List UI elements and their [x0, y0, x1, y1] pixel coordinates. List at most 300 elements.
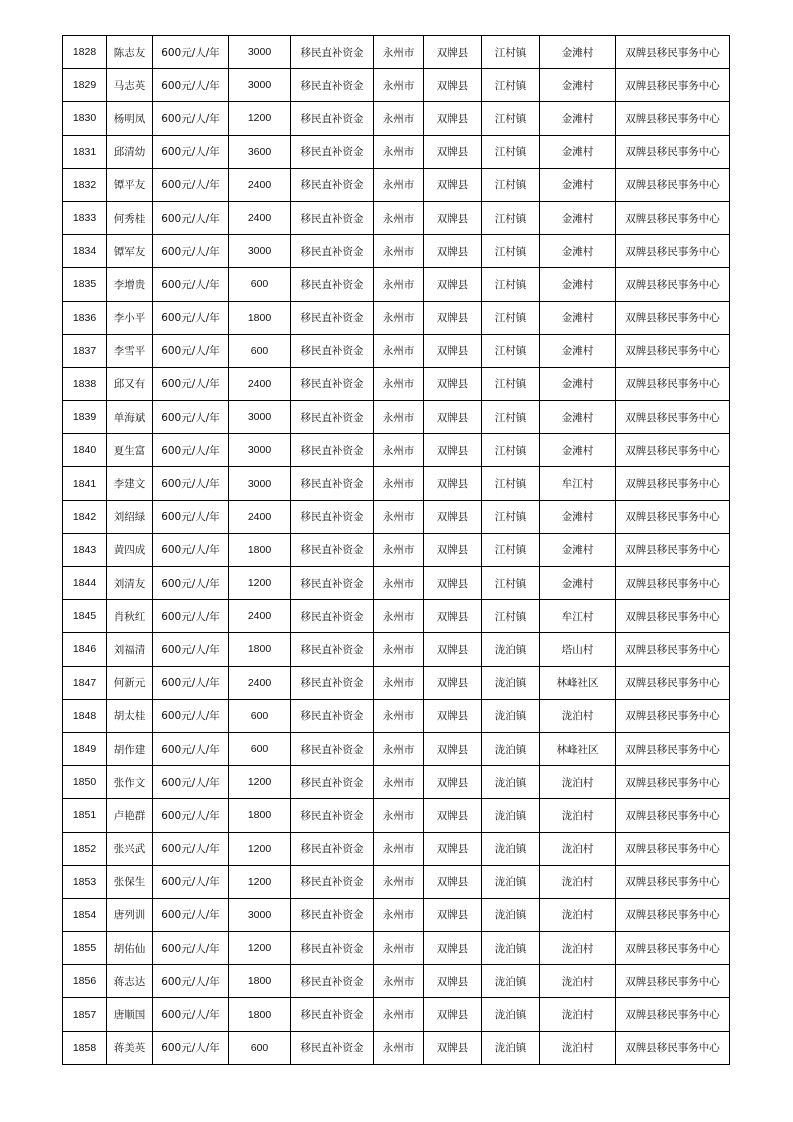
cell-row-number: 1841	[63, 467, 107, 500]
cell-standard: 600元/人/年	[153, 799, 229, 832]
cell-standard: 600元/人/年	[153, 500, 229, 533]
cell-fund-type: 移民直补资金	[291, 401, 374, 434]
cell-amount: 3000	[229, 401, 291, 434]
cell-agency: 双牌县移民事务中心	[616, 334, 730, 367]
cell-fund-type: 移民直补资金	[291, 898, 374, 931]
cell-town: 江村镇	[482, 201, 540, 234]
cell-town: 江村镇	[482, 467, 540, 500]
cell-city: 永州市	[374, 600, 424, 633]
cell-county: 双牌县	[424, 699, 482, 732]
cell-village: 金滩村	[540, 500, 616, 533]
cell-amount: 3600	[229, 135, 291, 168]
cell-city: 永州市	[374, 799, 424, 832]
cell-fund-type: 移民直补资金	[291, 633, 374, 666]
cell-county: 双牌县	[424, 500, 482, 533]
cell-amount: 1800	[229, 965, 291, 998]
cell-amount: 3000	[229, 434, 291, 467]
cell-name: 张作文	[107, 766, 153, 799]
cell-city: 永州市	[374, 699, 424, 732]
cell-city: 永州市	[374, 467, 424, 500]
cell-name: 陈志友	[107, 36, 153, 69]
cell-standard: 600元/人/年	[153, 865, 229, 898]
cell-amount: 600	[229, 732, 291, 765]
cell-row-number: 1850	[63, 766, 107, 799]
cell-name: 胡佑仙	[107, 932, 153, 965]
cell-fund-type: 移民直补资金	[291, 699, 374, 732]
cell-amount: 2400	[229, 168, 291, 201]
cell-standard: 600元/人/年	[153, 766, 229, 799]
table-row	[63, 699, 730, 732]
cell-county: 双牌县	[424, 666, 482, 699]
cell-county: 双牌县	[424, 102, 482, 135]
cell-amount: 600	[229, 1031, 291, 1064]
table-row	[63, 102, 730, 135]
cell-town: 江村镇	[482, 600, 540, 633]
cell-standard: 600元/人/年	[153, 69, 229, 102]
cell-village: 金滩村	[540, 69, 616, 102]
cell-fund-type: 移民直补资金	[291, 533, 374, 566]
cell-standard: 600元/人/年	[153, 434, 229, 467]
cell-village: 金滩村	[540, 36, 616, 69]
cell-town: 泷泊镇	[482, 1031, 540, 1064]
cell-town: 江村镇	[482, 367, 540, 400]
cell-fund-type: 移民直补资金	[291, 766, 374, 799]
cell-city: 永州市	[374, 36, 424, 69]
cell-city: 永州市	[374, 102, 424, 135]
cell-fund-type: 移民直补资金	[291, 467, 374, 500]
cell-agency: 双牌县移民事务中心	[616, 766, 730, 799]
cell-standard: 600元/人/年	[153, 1031, 229, 1064]
cell-fund-type: 移民直补资金	[291, 567, 374, 600]
cell-fund-type: 移民直补资金	[291, 434, 374, 467]
cell-county: 双牌县	[424, 998, 482, 1031]
cell-name: 刘福清	[107, 633, 153, 666]
table-row	[63, 965, 730, 998]
cell-county: 双牌县	[424, 799, 482, 832]
cell-agency: 双牌县移民事务中心	[616, 799, 730, 832]
cell-town: 江村镇	[482, 434, 540, 467]
cell-standard: 600元/人/年	[153, 932, 229, 965]
cell-village: 金滩村	[540, 268, 616, 301]
cell-standard: 600元/人/年	[153, 666, 229, 699]
cell-village: 泷泊村	[540, 898, 616, 931]
cell-agency: 双牌县移民事务中心	[616, 36, 730, 69]
cell-county: 双牌县	[424, 367, 482, 400]
cell-row-number: 1838	[63, 367, 107, 400]
cell-town: 泷泊镇	[482, 699, 540, 732]
cell-county: 双牌县	[424, 932, 482, 965]
cell-name: 夏生富	[107, 434, 153, 467]
cell-name: 蒋志达	[107, 965, 153, 998]
cell-agency: 双牌县移民事务中心	[616, 932, 730, 965]
cell-village: 金滩村	[540, 434, 616, 467]
cell-county: 双牌县	[424, 401, 482, 434]
cell-standard: 600元/人/年	[153, 832, 229, 865]
cell-fund-type: 移民直补资金	[291, 732, 374, 765]
cell-county: 双牌县	[424, 235, 482, 268]
cell-amount: 1200	[229, 766, 291, 799]
cell-city: 永州市	[374, 401, 424, 434]
cell-city: 永州市	[374, 732, 424, 765]
table-row	[63, 799, 730, 832]
cell-standard: 600元/人/年	[153, 201, 229, 234]
cell-row-number: 1851	[63, 799, 107, 832]
cell-county: 双牌县	[424, 898, 482, 931]
cell-town: 江村镇	[482, 533, 540, 566]
cell-town: 江村镇	[482, 500, 540, 533]
cell-agency: 双牌县移民事务中心	[616, 965, 730, 998]
cell-amount: 2400	[229, 367, 291, 400]
cell-name: 何秀桂	[107, 201, 153, 234]
cell-town: 江村镇	[482, 301, 540, 334]
cell-name: 黄四成	[107, 533, 153, 566]
cell-amount: 1800	[229, 533, 291, 566]
table-row	[63, 69, 730, 102]
cell-village: 泷泊村	[540, 799, 616, 832]
cell-town: 泷泊镇	[482, 732, 540, 765]
cell-city: 永州市	[374, 367, 424, 400]
cell-county: 双牌县	[424, 36, 482, 69]
cell-city: 永州市	[374, 932, 424, 965]
cell-agency: 双牌县移民事务中心	[616, 401, 730, 434]
cell-standard: 600元/人/年	[153, 600, 229, 633]
cell-agency: 双牌县移民事务中心	[616, 268, 730, 301]
cell-row-number: 1831	[63, 135, 107, 168]
cell-amount: 1800	[229, 301, 291, 334]
table-row	[63, 832, 730, 865]
table-row	[63, 865, 730, 898]
cell-name: 胡太桂	[107, 699, 153, 732]
cell-city: 永州市	[374, 135, 424, 168]
cell-amount: 600	[229, 268, 291, 301]
cell-row-number: 1829	[63, 69, 107, 102]
cell-agency: 双牌县移民事务中心	[616, 832, 730, 865]
cell-agency: 双牌县移民事务中心	[616, 467, 730, 500]
cell-city: 永州市	[374, 268, 424, 301]
cell-standard: 600元/人/年	[153, 36, 229, 69]
cell-town: 泷泊镇	[482, 898, 540, 931]
cell-agency: 双牌县移民事务中心	[616, 434, 730, 467]
cell-name: 唐列训	[107, 898, 153, 931]
cell-standard: 600元/人/年	[153, 633, 229, 666]
cell-village: 牟江村	[540, 600, 616, 633]
cell-town: 泷泊镇	[482, 965, 540, 998]
cell-row-number: 1830	[63, 102, 107, 135]
cell-village: 泷泊村	[540, 699, 616, 732]
cell-standard: 600元/人/年	[153, 334, 229, 367]
cell-town: 江村镇	[482, 102, 540, 135]
cell-village: 泷泊村	[540, 832, 616, 865]
cell-village: 金滩村	[540, 567, 616, 600]
cell-town: 泷泊镇	[482, 799, 540, 832]
cell-row-number: 1853	[63, 865, 107, 898]
cell-city: 永州市	[374, 301, 424, 334]
cell-name: 邱清幼	[107, 135, 153, 168]
cell-row-number: 1837	[63, 334, 107, 367]
cell-row-number: 1832	[63, 168, 107, 201]
cell-county: 双牌县	[424, 832, 482, 865]
cell-amount: 2400	[229, 600, 291, 633]
cell-agency: 双牌县移民事务中心	[616, 235, 730, 268]
cell-fund-type: 移民直补资金	[291, 932, 374, 965]
cell-standard: 600元/人/年	[153, 301, 229, 334]
cell-fund-type: 移民直补资金	[291, 235, 374, 268]
cell-town: 泷泊镇	[482, 766, 540, 799]
cell-agency: 双牌县移民事务中心	[616, 135, 730, 168]
cell-fund-type: 移民直补资金	[291, 367, 374, 400]
cell-row-number: 1847	[63, 666, 107, 699]
cell-village: 金滩村	[540, 367, 616, 400]
cell-county: 双牌县	[424, 334, 482, 367]
payment-table	[62, 35, 730, 1065]
table-row	[63, 998, 730, 1031]
cell-row-number: 1835	[63, 268, 107, 301]
cell-village: 金滩村	[540, 201, 616, 234]
cell-village: 金滩村	[540, 102, 616, 135]
cell-city: 永州市	[374, 633, 424, 666]
cell-row-number: 1854	[63, 898, 107, 931]
table-row	[63, 36, 730, 69]
cell-standard: 600元/人/年	[153, 533, 229, 566]
cell-town: 泷泊镇	[482, 832, 540, 865]
cell-city: 永州市	[374, 965, 424, 998]
cell-amount: 3000	[229, 69, 291, 102]
cell-county: 双牌县	[424, 434, 482, 467]
cell-standard: 600元/人/年	[153, 135, 229, 168]
cell-village: 金滩村	[540, 301, 616, 334]
cell-fund-type: 移民直补资金	[291, 69, 374, 102]
cell-town: 泷泊镇	[482, 998, 540, 1031]
cell-village: 泷泊村	[540, 766, 616, 799]
cell-standard: 600元/人/年	[153, 102, 229, 135]
cell-fund-type: 移民直补资金	[291, 666, 374, 699]
cell-city: 永州市	[374, 434, 424, 467]
cell-village: 金滩村	[540, 334, 616, 367]
cell-row-number: 1833	[63, 201, 107, 234]
cell-city: 永州市	[374, 168, 424, 201]
cell-row-number: 1846	[63, 633, 107, 666]
cell-standard: 600元/人/年	[153, 401, 229, 434]
cell-county: 双牌县	[424, 533, 482, 566]
cell-fund-type: 移民直补资金	[291, 832, 374, 865]
cell-amount: 2400	[229, 666, 291, 699]
cell-county: 双牌县	[424, 201, 482, 234]
table-row	[63, 135, 730, 168]
cell-fund-type: 移民直补资金	[291, 965, 374, 998]
cell-county: 双牌县	[424, 732, 482, 765]
cell-agency: 双牌县移民事务中心	[616, 699, 730, 732]
cell-name: 张保生	[107, 865, 153, 898]
cell-standard: 600元/人/年	[153, 367, 229, 400]
cell-county: 双牌县	[424, 766, 482, 799]
cell-amount: 2400	[229, 201, 291, 234]
table-row	[63, 600, 730, 633]
cell-amount: 1200	[229, 932, 291, 965]
cell-county: 双牌县	[424, 965, 482, 998]
cell-name: 李小平	[107, 301, 153, 334]
cell-agency: 双牌县移民事务中心	[616, 898, 730, 931]
table-row	[63, 434, 730, 467]
cell-agency: 双牌县移民事务中心	[616, 600, 730, 633]
cell-city: 永州市	[374, 567, 424, 600]
cell-row-number: 1848	[63, 699, 107, 732]
cell-village: 塔山村	[540, 633, 616, 666]
cell-town: 江村镇	[482, 168, 540, 201]
cell-amount: 3000	[229, 36, 291, 69]
cell-fund-type: 移民直补资金	[291, 334, 374, 367]
cell-city: 永州市	[374, 766, 424, 799]
table-row	[63, 401, 730, 434]
cell-agency: 双牌县移民事务中心	[616, 633, 730, 666]
cell-county: 双牌县	[424, 301, 482, 334]
cell-row-number: 1840	[63, 434, 107, 467]
cell-town: 江村镇	[482, 567, 540, 600]
cell-agency: 双牌县移民事务中心	[616, 69, 730, 102]
cell-fund-type: 移民直补资金	[291, 135, 374, 168]
cell-row-number: 1849	[63, 732, 107, 765]
cell-row-number: 1857	[63, 998, 107, 1031]
cell-town: 江村镇	[482, 135, 540, 168]
table-row	[63, 367, 730, 400]
cell-fund-type: 移民直补资金	[291, 268, 374, 301]
cell-row-number: 1856	[63, 965, 107, 998]
cell-town: 江村镇	[482, 334, 540, 367]
table-row	[63, 201, 730, 234]
cell-fund-type: 移民直补资金	[291, 301, 374, 334]
table-row	[63, 766, 730, 799]
cell-name: 张兴武	[107, 832, 153, 865]
cell-standard: 600元/人/年	[153, 998, 229, 1031]
cell-name: 胡作建	[107, 732, 153, 765]
cell-standard: 600元/人/年	[153, 567, 229, 600]
cell-town: 江村镇	[482, 401, 540, 434]
cell-county: 双牌县	[424, 865, 482, 898]
cell-city: 永州市	[374, 898, 424, 931]
table-row	[63, 235, 730, 268]
cell-standard: 600元/人/年	[153, 168, 229, 201]
cell-name: 镡军友	[107, 235, 153, 268]
cell-city: 永州市	[374, 1031, 424, 1064]
cell-village: 泷泊村	[540, 932, 616, 965]
cell-city: 永州市	[374, 533, 424, 566]
cell-standard: 600元/人/年	[153, 268, 229, 301]
table-row	[63, 633, 730, 666]
cell-city: 永州市	[374, 666, 424, 699]
cell-fund-type: 移民直补资金	[291, 998, 374, 1031]
cell-county: 双牌县	[424, 69, 482, 102]
cell-town: 泷泊镇	[482, 865, 540, 898]
cell-agency: 双牌县移民事务中心	[616, 168, 730, 201]
cell-village: 林峰社区	[540, 666, 616, 699]
cell-county: 双牌县	[424, 600, 482, 633]
cell-agency: 双牌县移民事务中心	[616, 367, 730, 400]
cell-city: 永州市	[374, 998, 424, 1031]
cell-row-number: 1843	[63, 533, 107, 566]
cell-village: 林峰社区	[540, 732, 616, 765]
cell-city: 永州市	[374, 235, 424, 268]
cell-agency: 双牌县移民事务中心	[616, 301, 730, 334]
cell-amount: 3000	[229, 898, 291, 931]
cell-agency: 双牌县移民事务中心	[616, 732, 730, 765]
table-row	[63, 932, 730, 965]
cell-name: 马志英	[107, 69, 153, 102]
cell-village: 金滩村	[540, 235, 616, 268]
cell-county: 双牌县	[424, 633, 482, 666]
cell-county: 双牌县	[424, 1031, 482, 1064]
cell-county: 双牌县	[424, 467, 482, 500]
cell-row-number: 1852	[63, 832, 107, 865]
cell-town: 江村镇	[482, 235, 540, 268]
cell-standard: 600元/人/年	[153, 699, 229, 732]
cell-fund-type: 移民直补资金	[291, 102, 374, 135]
cell-amount: 1200	[229, 567, 291, 600]
cell-village: 金滩村	[540, 168, 616, 201]
cell-amount: 1800	[229, 998, 291, 1031]
cell-standard: 600元/人/年	[153, 965, 229, 998]
cell-name: 唐顺国	[107, 998, 153, 1031]
table-body	[63, 36, 730, 1065]
cell-amount: 1800	[229, 799, 291, 832]
cell-amount: 600	[229, 334, 291, 367]
cell-name: 李增贵	[107, 268, 153, 301]
cell-county: 双牌县	[424, 168, 482, 201]
cell-amount: 1200	[229, 102, 291, 135]
cell-county: 双牌县	[424, 567, 482, 600]
cell-name: 何新元	[107, 666, 153, 699]
cell-agency: 双牌县移民事务中心	[616, 567, 730, 600]
cell-city: 永州市	[374, 832, 424, 865]
table-row	[63, 268, 730, 301]
cell-village: 泷泊村	[540, 1031, 616, 1064]
table-row	[63, 1031, 730, 1064]
table-row	[63, 334, 730, 367]
cell-village: 泷泊村	[540, 865, 616, 898]
cell-town: 泷泊镇	[482, 932, 540, 965]
cell-agency: 双牌县移民事务中心	[616, 865, 730, 898]
cell-fund-type: 移民直补资金	[291, 600, 374, 633]
cell-agency: 双牌县移民事务中心	[616, 201, 730, 234]
cell-fund-type: 移民直补资金	[291, 201, 374, 234]
cell-fund-type: 移民直补资金	[291, 865, 374, 898]
cell-fund-type: 移民直补资金	[291, 799, 374, 832]
cell-standard: 600元/人/年	[153, 235, 229, 268]
cell-city: 永州市	[374, 500, 424, 533]
cell-row-number: 1845	[63, 600, 107, 633]
cell-row-number: 1844	[63, 567, 107, 600]
cell-city: 永州市	[374, 865, 424, 898]
cell-standard: 600元/人/年	[153, 732, 229, 765]
cell-amount: 1800	[229, 633, 291, 666]
cell-amount: 3000	[229, 235, 291, 268]
cell-name: 杨明凤	[107, 102, 153, 135]
cell-name: 邱又有	[107, 367, 153, 400]
cell-name: 李建文	[107, 467, 153, 500]
cell-name: 李雪平	[107, 334, 153, 367]
table-row	[63, 898, 730, 931]
cell-row-number: 1836	[63, 301, 107, 334]
cell-town: 泷泊镇	[482, 666, 540, 699]
cell-county: 双牌县	[424, 135, 482, 168]
cell-village: 金滩村	[540, 401, 616, 434]
table-row	[63, 168, 730, 201]
cell-row-number: 1828	[63, 36, 107, 69]
cell-city: 永州市	[374, 69, 424, 102]
cell-village: 金滩村	[540, 135, 616, 168]
table-row	[63, 567, 730, 600]
cell-name: 刘绍绿	[107, 500, 153, 533]
table-row	[63, 732, 730, 765]
cell-name: 刘清友	[107, 567, 153, 600]
